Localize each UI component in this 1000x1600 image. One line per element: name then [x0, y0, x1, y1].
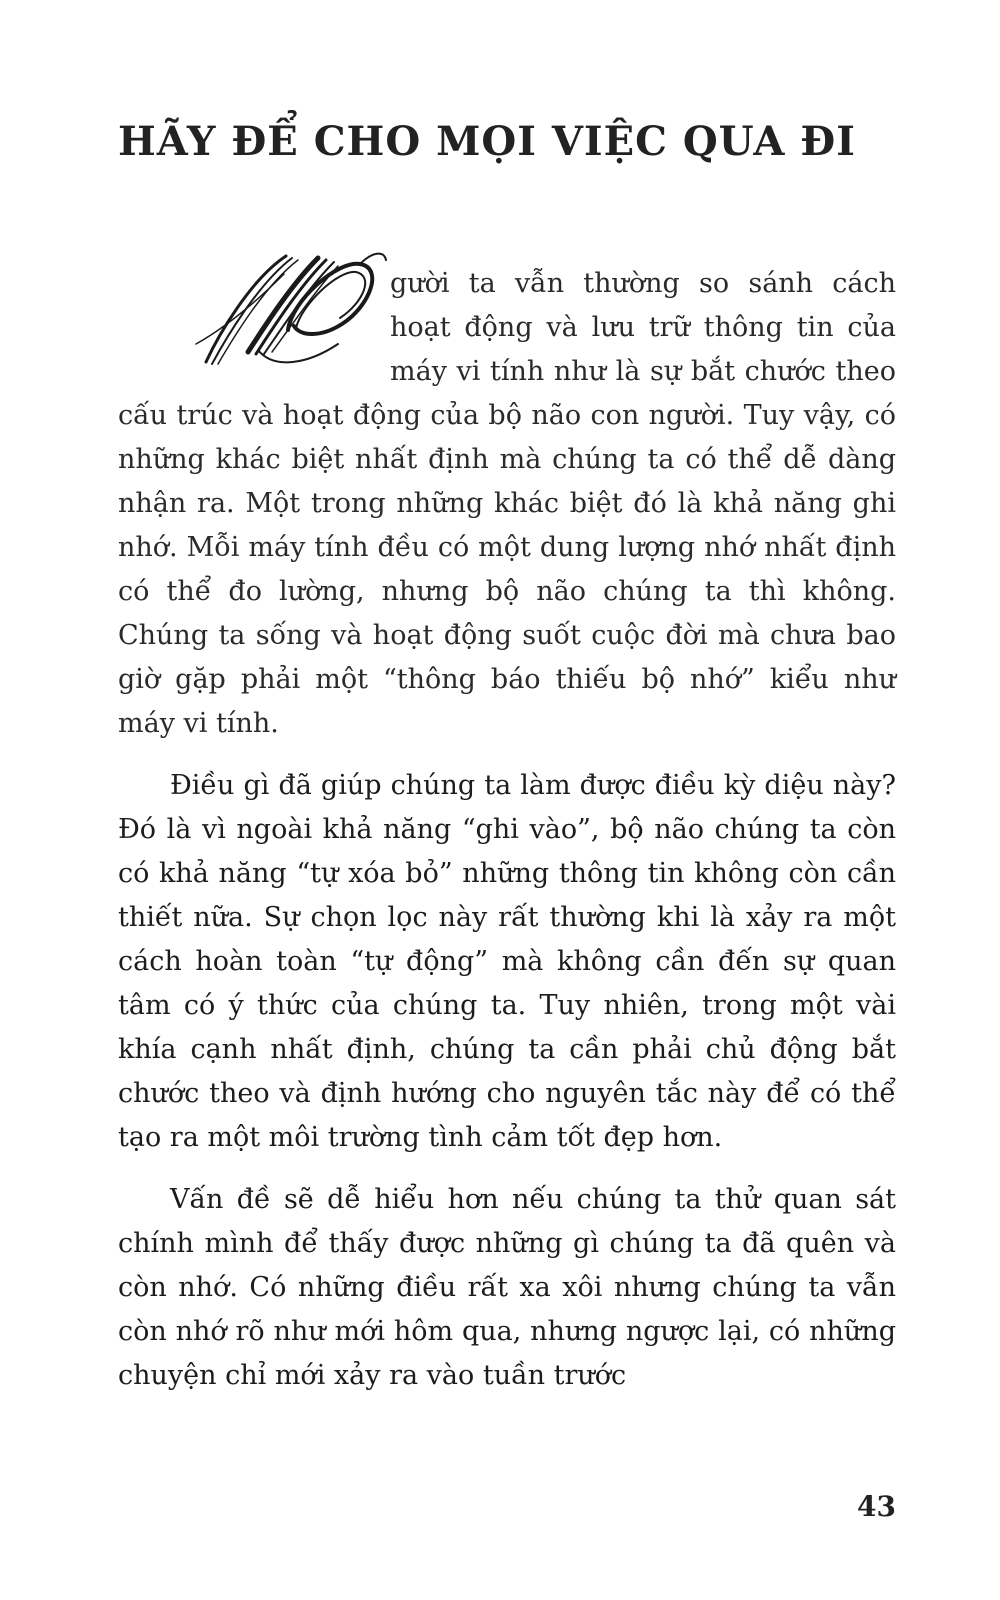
- paragraph-2: Điều gì đã giúp chúng ta làm được điều kỳ diệu này? Đó là vì ngoài khả năng “ghi vào”, bộ não chúng ta còn có khả năng “tự xóa bỏ” những thông tin không còn cần thiết nữa. Sự chọn lọc này rất thường khi là xảy ra một cách hoàn toàn “tự động” mà không cần đến sự quan tâm có ý thức của chúng ta. Tuy nhiên, trong một vài khía cạnh nhất định, chúng ta cần phải chủ động bắt chước theo và định hướng cho nguyên tắc này để có thể tạo ra một môi trường tình cảm tốt đẹp hơn.: [118, 770, 896, 1153]
- drop-cap-ornament: [188, 240, 388, 370]
- drop-cap-letter: [118, 262, 119, 263]
- chapter-title: HÃY ĐỂ CHO MỌI VIỆC QUA ĐI: [118, 118, 856, 165]
- paragraph-1-text: gười ta vẫn thường so sánh cách hoạt động và lưu trữ thông tin của máy vi tính như là sự bắt chước theo cấu trúc và hoạt động của bộ não con người. Tuy vậy, có những khác biệt nhất định mà chúng ta có thể dễ dàng nhận ra. Một trong những khác biệt đó là khả năng ghi nhớ. Mỗi máy tính đều có một dung lượng nhớ nhất định có thể đo lường, nhưng bộ não chúng ta thì không. Chúng ta sống và hoạt động suốt cuộc đời mà chưa bao giờ gặp phải một “thông báo thiếu bộ nhớ” kiểu như máy vi tính.: [118, 268, 896, 739]
- paragraph-3: Vấn đề sẽ dễ hiểu hơn nếu chúng ta thử quan sát chính mình để thấy được những gì chúng ta đã quên và còn nhớ. Có những điều rất xa xôi nhưng chúng ta vẫn còn nhớ rõ như mới hôm qua, nhưng ngược lại, có những chuyện chỉ mới xảy ra vào tuần trước: [118, 1184, 896, 1391]
- body-text: [118, 262, 896, 1398]
- drop-cap: [118, 262, 384, 358]
- paragraph-1: [118, 262, 896, 746]
- page-number: 43: [857, 1490, 896, 1523]
